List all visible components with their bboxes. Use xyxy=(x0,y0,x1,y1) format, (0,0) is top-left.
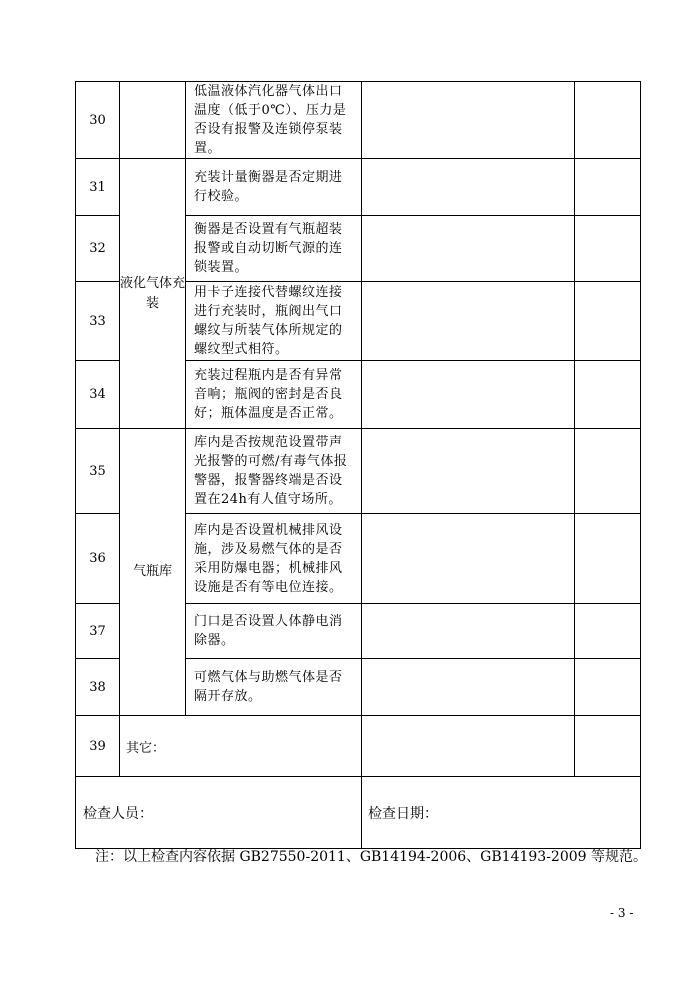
row-number: 36 xyxy=(76,514,120,604)
remark-cell[interactable] xyxy=(575,659,641,716)
result-cell[interactable] xyxy=(362,216,575,282)
remark-cell[interactable] xyxy=(575,361,641,429)
row-number: 33 xyxy=(76,282,120,361)
row-number: 39 xyxy=(76,716,120,777)
row-number: 38 xyxy=(76,659,120,716)
remark-cell[interactable] xyxy=(575,82,641,159)
signature-row xyxy=(76,777,641,849)
inspector-field[interactable]: 检查人员： xyxy=(76,777,362,849)
result-cell[interactable] xyxy=(362,716,575,777)
table-row xyxy=(76,716,641,777)
row-number: 30 xyxy=(76,82,120,159)
remark-cell[interactable] xyxy=(575,159,641,216)
category-cylinder-store: 气瓶库 xyxy=(120,429,186,716)
row-number: 32 xyxy=(76,216,120,282)
result-cell[interactable] xyxy=(362,361,575,429)
check-item: 库内是否设置机械排风设施，涉及易燃气体的是否采用防爆电器；机械排风设施是否有等电位连接。 xyxy=(186,514,362,604)
result-cell[interactable] xyxy=(362,282,575,361)
result-cell[interactable] xyxy=(362,429,575,514)
table-row xyxy=(76,429,641,514)
check-item: 充装过程瓶内是否有异常音响；瓶阀的密封是否良好；瓶体温度是否正常。 xyxy=(186,361,362,429)
remark-cell[interactable] xyxy=(575,604,641,659)
remark-cell[interactable] xyxy=(575,282,641,361)
table-row xyxy=(76,82,641,159)
row-number: 35 xyxy=(76,429,120,514)
inspection-date-field[interactable]: 检查日期： xyxy=(362,777,641,849)
check-item: 可燃气体与助燃气体是否隔开存放。 xyxy=(186,659,362,716)
check-item: 库内是否按规范设置带声光报警的可燃/有毒气体报警器，报警器终端是否设置在24h有人值守场所。 xyxy=(186,429,362,514)
page-number: - 3 - xyxy=(610,906,634,920)
result-cell[interactable] xyxy=(362,659,575,716)
check-item: 门口是否设置人体静电消除器。 xyxy=(186,604,362,659)
category-liquefied-gas: 液化气体充装 xyxy=(120,159,186,429)
row-number: 31 xyxy=(76,159,120,216)
remark-cell[interactable] xyxy=(575,514,641,604)
row-number: 34 xyxy=(76,361,120,429)
result-cell[interactable] xyxy=(362,82,575,159)
remark-cell[interactable] xyxy=(575,716,641,777)
table-row xyxy=(76,159,641,216)
remark-cell[interactable] xyxy=(575,216,641,282)
check-item: 充装计量衡器是否定期进行校验。 xyxy=(186,159,362,216)
other-item: 其它： xyxy=(120,716,362,777)
footnote: 注：以上检查内容依据 GB27550-2011、GB14194-2006、GB14193-2009 等规范。 xyxy=(95,849,648,865)
result-cell[interactable] xyxy=(362,159,575,216)
check-item: 用卡子连接代替螺纹连接进行充装时，瓶阀出气口螺纹与所装气体所规定的螺纹型式相符。 xyxy=(186,282,362,361)
check-item: 衡器是否设置有气瓶超装报警或自动切断气源的连锁装置。 xyxy=(186,216,362,282)
remark-cell[interactable] xyxy=(575,429,641,514)
result-cell[interactable] xyxy=(362,604,575,659)
row-number: 37 xyxy=(76,604,120,659)
result-cell[interactable] xyxy=(362,514,575,604)
inspection-table xyxy=(75,81,641,849)
check-item: 低温液体汽化器气体出口温度（低于0℃）、压力是否设有报警及连锁停泵装置。 xyxy=(186,82,362,159)
row-category xyxy=(120,82,186,159)
